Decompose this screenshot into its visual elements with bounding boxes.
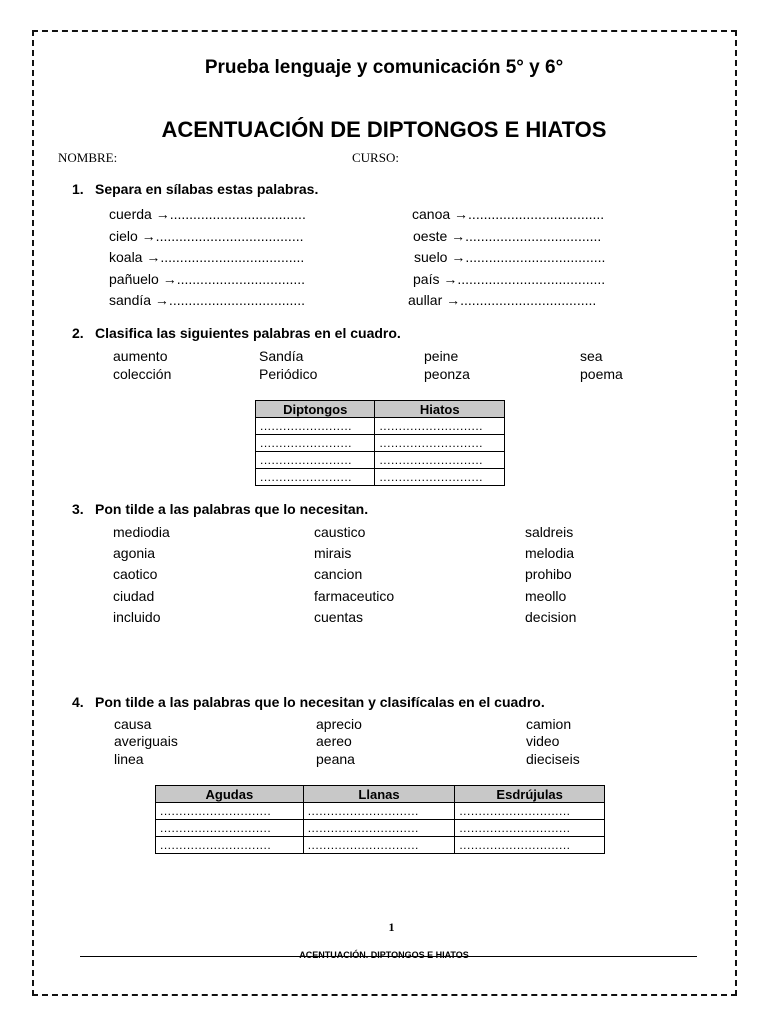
q3-word: prohibo (525, 566, 572, 583)
q3-number: 3. (72, 501, 84, 517)
q3-word: ciudad (113, 587, 155, 604)
q4-word: video (526, 733, 560, 750)
q1-word-right: suelo →.................................... (414, 249, 606, 265)
q2-word: peonza (424, 366, 470, 382)
q3-word: incluido (113, 608, 161, 625)
q2-header-cell: Diptongos (256, 401, 375, 418)
q4-answer-cell[interactable]: ............................. (455, 820, 605, 837)
table-row (256, 469, 505, 486)
q4-text: Pon tilde a las palabras que lo necesitan y clasifícalas en el cuadro. (95, 694, 545, 710)
page-subtitle: Prueba lenguaje y comunicación 5° y 6° (204, 57, 564, 78)
q4-word: dieciseis (526, 750, 580, 767)
q2-word: peine (424, 348, 459, 364)
q4-answer-cell[interactable]: ............................. (303, 820, 455, 837)
q3-word: decision (525, 608, 577, 625)
q2-word: Periódico (259, 366, 318, 382)
page-number: 1 (388, 920, 395, 934)
q2-word: sea (580, 348, 603, 364)
q4-header-cell: Agudas (156, 786, 304, 803)
table-row (256, 452, 505, 469)
page-title: ACENTUACIÓN DE DIPTONGOS E HIATOS (161, 117, 607, 142)
q1-word-right: país →...................................... (413, 270, 606, 287)
q2-answer-cell[interactable]: ........................... (375, 418, 505, 435)
q1-word-right: canoa →................................... (412, 206, 605, 222)
q2-answer-cell[interactable]: ........................... (375, 435, 505, 452)
q4-word: aereo (316, 733, 352, 750)
q2-answer-cell[interactable]: ........................... (375, 452, 505, 469)
q3-word: agonia (113, 545, 156, 562)
q1-word-left: pañuelo →................................. (109, 270, 306, 287)
q2-answer-cell[interactable]: ........................... (375, 469, 505, 486)
q2-answer-cell[interactable]: ........................ (256, 452, 375, 469)
q2-text: Clasifica las siguientes palabras en el cuadro. (95, 325, 401, 341)
q3-word: cuentas (314, 608, 364, 625)
q4-header-cell: Esdrújulas (455, 786, 605, 803)
q4-word: camion (526, 716, 572, 732)
q3-word: cancion (314, 566, 363, 583)
q1-word-left: koala →..................................... (109, 249, 305, 265)
q4-table (155, 785, 605, 854)
q3-word: mediodia (113, 524, 170, 540)
table-row (156, 803, 605, 820)
table-row (256, 418, 505, 435)
q3-text: Pon tilde a las palabras que lo necesitan. (95, 501, 369, 517)
q1-word-left: sandía →................................... (109, 292, 306, 308)
q1-text: Separa en sílabas estas palabras. (95, 181, 319, 197)
q1-word-right: aullar →................................... (408, 292, 597, 308)
q4-number: 4. (72, 694, 84, 710)
q4-answer-cell[interactable]: ............................. (455, 837, 605, 854)
footer-text: ACENTUACIÓN. DIPTONGOS E HIATOS (299, 950, 469, 960)
q2-table (255, 400, 505, 486)
q2-answer-cell[interactable]: ........................ (256, 469, 375, 486)
table-row (156, 820, 605, 837)
q4-answer-cell[interactable]: ............................. (303, 837, 455, 854)
q4-answer-cell[interactable]: ............................. (303, 803, 455, 820)
q4-word: linea (114, 750, 144, 767)
q3-word: mirais (314, 545, 352, 562)
q1-number: 1. (72, 181, 84, 197)
q2-answer-cell[interactable]: ........................ (256, 418, 375, 435)
name-label: NOMBRE: (58, 150, 118, 165)
q2-word: colección (113, 366, 172, 382)
course-label: CURSO: (352, 150, 399, 165)
q2-answer-cell[interactable]: ........................ (256, 435, 375, 452)
q2-word: aumento (113, 348, 168, 364)
q4-word: aprecio (316, 716, 362, 732)
q3-word: caustico (314, 524, 366, 540)
q1-word-right: oeste →................................... (413, 227, 602, 244)
q3-word: farmaceutico (314, 587, 395, 604)
q3-word: caotico (113, 566, 158, 583)
q1-word-left: cielo →...................................... (109, 227, 304, 244)
q4-answer-cell[interactable]: ............................. (455, 803, 605, 820)
q4-answer-cell[interactable]: ............................. (156, 803, 304, 820)
q3-word: saldreis (525, 524, 574, 540)
q2-word: Sandía (259, 348, 304, 364)
q4-word: causa (114, 716, 152, 732)
q2-word: poema (580, 366, 623, 382)
q3-word: melodia (525, 545, 575, 562)
q2-header-cell: Hiatos (375, 401, 505, 418)
q4-answer-cell[interactable]: ............................. (156, 837, 304, 854)
q4-word: peana (316, 750, 355, 767)
q1-word-left: cuerda →................................... (109, 206, 306, 222)
table-row (156, 837, 605, 854)
q4-header-cell: Llanas (303, 786, 455, 803)
q2-number: 2. (72, 325, 84, 341)
q4-answer-cell[interactable]: ............................. (156, 820, 304, 837)
q4-word: averiguais (114, 733, 178, 750)
table-row (256, 435, 505, 452)
q3-word: meollo (525, 587, 567, 604)
